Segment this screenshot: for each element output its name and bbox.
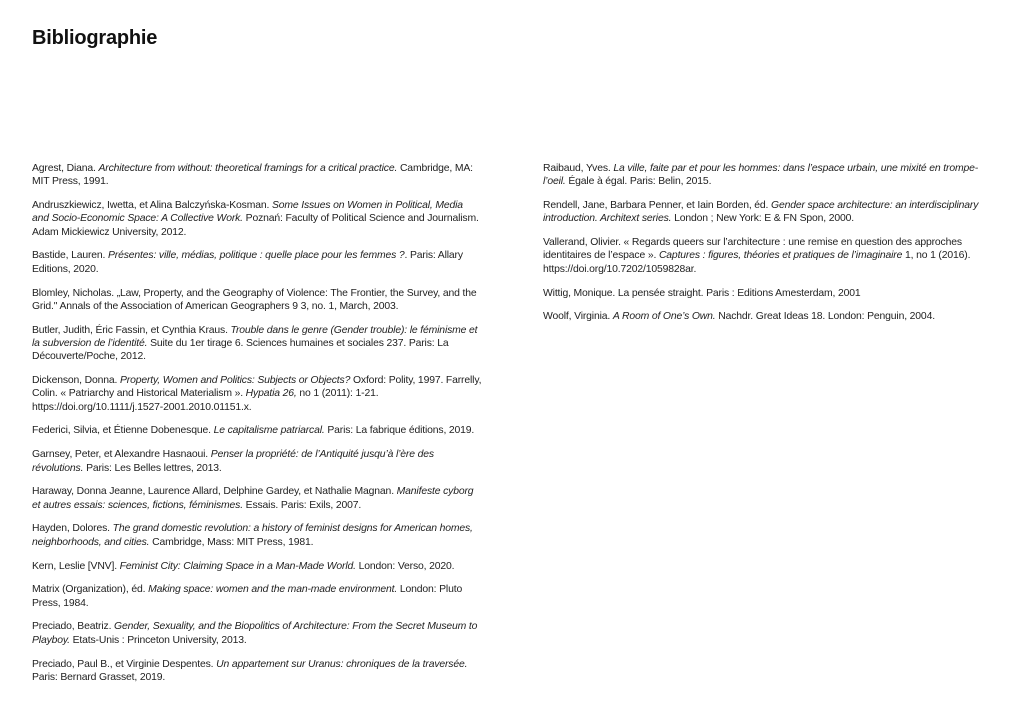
bibliography-entry: [32, 287, 482, 314]
entry-text: Woolf, Virginia.: [543, 311, 613, 323]
entry-title-italic: Architecture from without: theoretical framings for a critical practice.: [98, 163, 398, 174]
entry-text: Paris: Les Belles lettres, 2013.: [83, 462, 222, 474]
entry-text: . Paris: Allary Editions, 2020.: [32, 250, 463, 275]
entry-title-italic: Manifeste cyborg et autres essais: sciences, fictions, féminismes.: [32, 486, 474, 511]
entry-text: no 1 (2011): 1-21. https://doi.org/10.1111/j.1527-2001.2010.01151.x.: [32, 388, 379, 413]
bibliography-entry: [32, 162, 482, 189]
bibliography-entry: [32, 374, 482, 414]
bibliography-entry: [32, 324, 482, 364]
bibliography-entry: [543, 310, 998, 323]
bibliography-entry: [32, 522, 482, 549]
entry-text: Bastide, Lauren.: [32, 250, 109, 262]
page-title: Bibliographie: [32, 27, 158, 49]
entry-title-italic: A Room of One’s Own.: [612, 311, 716, 323]
entry-text: London ; New York: E & FN Spon, 2000.: [671, 213, 854, 225]
entry-title-italic: Captures : figures, théories et pratiques de l’imaginaire: [658, 250, 903, 262]
entry-title-italic: Hypatia 26,: [245, 388, 297, 400]
entry-title-italic: Gender space architecture: an interdisciplinary introduction. Architext series.: [543, 200, 979, 225]
entry-title-italic: Gender, Sexuality, and the Biopolitics of Architecture: From the Secret Museum to Playboy.: [32, 621, 478, 646]
entry-text: Cambridge, Mass: MIT Press, 1981.: [149, 536, 314, 548]
entry-text: Federici, Silvia, et Étienne Dobenesque.: [32, 425, 214, 437]
entry-text: Hayden, Dolores.: [32, 523, 113, 535]
entry-text: Andruszkiewicz, Iwetta, et Alina Balczyńska-Kosman.: [32, 200, 272, 212]
bibliography-entry: [543, 236, 998, 276]
bibliography-entry: [32, 448, 482, 475]
entry-text: Cambridge, MA: MIT Press, 1991.: [32, 163, 473, 188]
entry-text: Rendell, Jane, Barbara Penner, et Iain Borden, éd.: [543, 200, 772, 212]
entry-text: Dickenson, Donna.: [32, 375, 120, 387]
entry-text: Matrix (Organization), éd.: [32, 584, 149, 596]
entry-text: Garnsey, Peter, et Alexandre Hasnaoui.: [32, 449, 211, 461]
bibliography-entry: [32, 583, 482, 610]
bibliography-entry: [32, 485, 482, 512]
bibliography-entry: [543, 199, 998, 226]
bibliography-entry: [32, 199, 482, 239]
entry-text: Preciado, Beatriz.: [32, 621, 115, 633]
entry-text: Kern, Leslie [VNV].: [32, 560, 120, 572]
entry-text: Agrest, Diana.: [32, 163, 99, 174]
bibliography-entry: [543, 162, 998, 189]
entry-text: Essais. Paris: Exils, 2007.: [242, 499, 362, 511]
entry-text: Etats-Unis : Princeton University, 2013.: [69, 634, 247, 646]
entry-text: Paris: La fabrique éditions, 2019.: [324, 425, 475, 437]
entry-text: Haraway, Donna Jeanne, Laurence Allard, Delphine Gardey, et Nathalie Magnan.: [32, 486, 397, 498]
entry-title-italic: Feminist City: Claiming Space in a Man-Made World.: [119, 560, 356, 572]
entry-text: Nachdr. Great Ideas 18. London: Penguin, 2004.: [715, 311, 935, 323]
bibliography-entry: [32, 620, 482, 647]
entry-title-italic: Making space: women and the man-made environment.: [148, 584, 398, 596]
bibliography-entry: [32, 560, 482, 573]
bibliography-column-left: [32, 162, 482, 695]
entry-title-italic: Penser la propriété: de l’Antiquité jusqu’à l’ère des révolutions.: [32, 449, 434, 474]
entry-title-italic: The grand domestic revolution: a history of feminist designs for American homes, neighborhoods, and cities.: [32, 523, 473, 548]
entry-text: Poznań: Faculty of Political Science and Journalism. Adam Mickiewicz University, 2012.: [32, 213, 479, 238]
entry-text: London: Pluto Press, 1984.: [32, 584, 463, 609]
entry-text: Preciado, Paul B., et Virginie Despentes.: [32, 658, 217, 670]
entry-text: Butler, Judith, Éric Fassin, et Cynthia Kraus.: [32, 324, 231, 336]
entry-title-italic: La ville, faite par et pour les hommes: dans l’espace urbain, une mixité en trompe-l’oeil.: [543, 163, 979, 188]
bibliography-entry: [32, 424, 482, 437]
bibliography-column-right: [543, 162, 998, 334]
bibliography-entry: [32, 249, 482, 276]
entry-text: Suite du 1er tirage 6. Sciences humaines et sociales 237. Paris: La Découverte/Poche, 2012.: [32, 337, 449, 363]
entry-text: Raibaud, Yves.: [543, 163, 614, 174]
entry-text: Vallerand, Olivier. « Regards queers sur l’architecture : une remise en question des approches identitaires de l’espace ».: [543, 237, 962, 262]
entry-text: Paris: Bernard Grasset, 2019.: [32, 671, 166, 683]
entry-title-italic: Trouble dans le genre (Gender trouble): le féminisme et la subversion de l’identité.: [32, 324, 478, 349]
entry-text: Oxford: Polity, 1997. Farrelly, Colin. « Patriarchy and Historical Materialism ».: [32, 375, 482, 400]
entry-title-italic: Un appartement sur Uranus: chroniques de la traversée.: [216, 658, 468, 670]
entry-text: Wittig, Monique. La pensée straight. Paris : Editions Amesterdam, 2001: [543, 287, 861, 299]
entry-title-italic: Some Issues on Women in Political, Media and Socio-Economic Space: A Collective Work.: [32, 200, 463, 225]
entry-text: Blomley, Nicholas. „Law, Property, and the Geography of Violence: The Frontier, the Survey, and the Grid." Annals of the Association of American Geographers 9 3, no. 1, March, 2003.: [32, 287, 477, 312]
entry-text: Égale à égal. Paris: Belin, 2015.: [565, 176, 712, 188]
entry-title-italic: Property, Women and Politics: Subjects or Objects?: [119, 375, 351, 387]
entry-text: London: Verso, 2020.: [355, 560, 455, 572]
entry-title-italic: Le capitalisme patriarcal.: [213, 425, 325, 437]
bibliography-entry: [32, 658, 482, 685]
entry-text: 1, no 1 (2016). https://doi.org/10.7202/1059828ar.: [543, 250, 971, 275]
entry-title-italic: Présentes: ville, médias, politique : quelle place pour les femmes ?: [108, 250, 405, 262]
bibliography-entry: [543, 287, 998, 300]
